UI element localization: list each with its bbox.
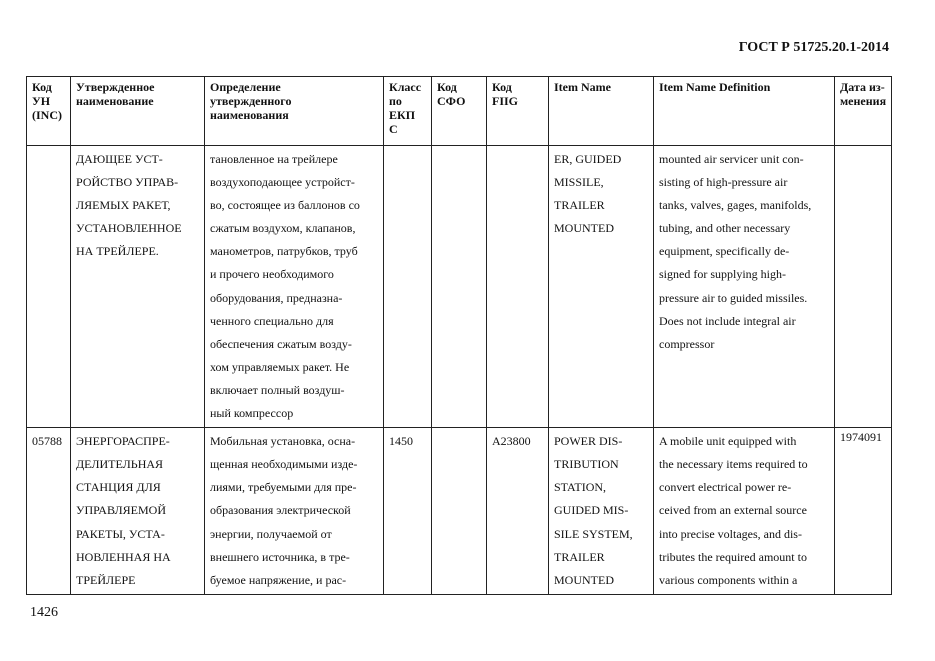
header-item-name xyxy=(549,77,654,146)
text-line: ДЕЛИТЕЛЬНАЯ xyxy=(76,457,164,472)
text-line: A mobile unit equipped with xyxy=(659,434,797,449)
header-approved-name xyxy=(71,77,205,146)
text-line: into precise voltages, and dis- xyxy=(659,526,802,541)
text-line: оборудования, предназна- xyxy=(210,290,343,305)
header-item-definition xyxy=(654,77,835,146)
text-line: ER, GUIDED xyxy=(554,152,622,166)
cell-item-definition xyxy=(654,146,835,428)
document-code: ГОСТ Р 51725.20.1-2014 xyxy=(738,40,889,55)
header-inc xyxy=(27,77,71,146)
data-table xyxy=(26,76,892,595)
text-line: НОВЛЕННАЯ НА xyxy=(76,549,171,564)
text-line: буемое напряжение, и рас- xyxy=(210,572,347,587)
text-line: MOUNTED xyxy=(554,221,614,236)
text-line: тановленное на трейлере xyxy=(210,152,338,166)
text-line: и прочего необходимого xyxy=(210,267,334,282)
text-line: MISSILE, xyxy=(554,175,604,190)
text-line: ный компрессор xyxy=(210,406,294,421)
cell-approved-definition xyxy=(205,146,384,428)
text-line: ЛЯЕМЫХ РАКЕТ, xyxy=(76,198,171,213)
text-line: ЭНЕРГОРАСПРЕ- xyxy=(76,434,170,449)
text-line: СТАНЦИЯ ДЛЯ xyxy=(76,480,161,495)
cell-class: 1450 xyxy=(384,428,432,595)
text-line: signed for supplying high- xyxy=(659,267,786,282)
cell-change-date: 1974091 xyxy=(835,428,892,595)
text-line: УСТАНОВЛЕННОЕ xyxy=(76,221,182,236)
text-line: tanks, valves, gages, manifolds, xyxy=(659,198,812,213)
cell-fiig: A23800 xyxy=(487,428,549,595)
page-number: 1426 xyxy=(30,605,58,620)
cell-class xyxy=(384,146,432,428)
text-line: Определение xyxy=(210,80,281,94)
text-line: STATION, xyxy=(554,480,607,495)
text-line: ceived from an external source xyxy=(659,503,807,518)
cell-inc xyxy=(27,146,71,428)
text-line: ЕКП xyxy=(389,108,416,122)
text-line: утвержденного xyxy=(210,94,292,108)
text-line: mounted air servicer unit con- xyxy=(659,152,804,166)
text-line: образования электрической xyxy=(210,503,351,518)
text-line: СФО xyxy=(437,94,466,108)
text-line: Утвержденное xyxy=(76,80,155,94)
cell-sfo xyxy=(432,428,487,595)
text-line: наименование xyxy=(76,94,154,108)
table-row xyxy=(27,428,892,595)
text-line: (INC) xyxy=(32,108,62,122)
cell-approved-name xyxy=(71,428,205,595)
text-line: щенная необходимыми изде- xyxy=(210,457,358,472)
cell-item-name xyxy=(549,146,654,428)
text-line: FIIG xyxy=(492,94,519,108)
text-line: pressure air to guided missiles. xyxy=(659,290,808,305)
text-line: НА ТРЕЙЛЕРЕ. xyxy=(76,244,159,259)
cell-change-date xyxy=(835,146,892,428)
text-line: tributes the required amount to xyxy=(659,549,807,564)
text-line: Мобильная установка, осна- xyxy=(210,434,356,449)
cell-item-name xyxy=(549,428,654,595)
text-line: наименования xyxy=(210,108,289,122)
header-approved-definition xyxy=(205,77,384,146)
text-line: SILE SYSTEM, xyxy=(554,526,633,541)
text-line: ДАЮЩЕЕ УСТ- xyxy=(76,152,163,166)
text-line: сжатым воздухом, клапанов, xyxy=(210,221,356,236)
text-line: воздухоподающее устройст- xyxy=(210,175,355,190)
text-line: энергии, получаемой от xyxy=(210,526,332,541)
text-line: the necessary items required to xyxy=(659,457,808,472)
cell-sfo xyxy=(432,146,487,428)
text-line: по xyxy=(389,94,402,108)
text-line: tubing, and other necessary xyxy=(659,221,791,236)
cell-approved-definition xyxy=(205,428,384,595)
header-class-ekps xyxy=(384,77,432,146)
text-line: POWER DIS- xyxy=(554,434,623,449)
header-code-sfo xyxy=(432,77,487,146)
text-line: Код xyxy=(492,80,512,94)
text-line: TRAILER xyxy=(554,549,605,564)
text-line: хом управляемых ракет. Не xyxy=(210,359,350,374)
text-line: ТРЕЙЛЕРЕ xyxy=(76,572,136,587)
text-line: various components within a xyxy=(659,572,798,587)
text-line: Код xyxy=(437,80,457,94)
text-line: TRIBUTION xyxy=(554,457,619,472)
header-change-date xyxy=(835,77,892,146)
text-line: С xyxy=(389,122,398,136)
cell-item-definition xyxy=(654,428,835,595)
text-line: во, состоящее из баллонов со xyxy=(210,198,360,213)
cell-approved-name xyxy=(71,146,205,428)
text-line: менения xyxy=(840,94,887,108)
text-line: Код xyxy=(32,80,52,94)
text-line: TRAILER xyxy=(554,198,605,213)
text-line: РОЙСТВО УПРАВ- xyxy=(76,175,179,190)
text-line: compressor xyxy=(659,336,715,351)
header-row xyxy=(27,77,892,146)
text-line: Дата из- xyxy=(840,80,885,94)
text-line: Класс xyxy=(389,80,422,94)
text-line: УПРАВЛЯЕМОЙ xyxy=(76,503,166,518)
text-line: внешнего источника, в тре- xyxy=(210,549,350,564)
text-line: УН xyxy=(32,94,51,108)
text-line: включает полный воздуш- xyxy=(210,382,345,397)
table-row xyxy=(27,146,892,428)
text-line: манометров, патрубков, труб xyxy=(210,244,358,259)
text-line: equipment, specifically de- xyxy=(659,244,790,259)
cell-inc: 05788 xyxy=(27,428,71,595)
text-line: ченного специально для xyxy=(210,313,334,328)
text-line: Item Name Definition xyxy=(659,80,771,94)
text-line: GUIDED MIS- xyxy=(554,503,629,518)
text-line: sisting of high-pressure air xyxy=(659,175,788,190)
header-code-fiig xyxy=(487,77,549,146)
text-line: Does not include integral air xyxy=(659,313,796,328)
text-line: convert electrical power re- xyxy=(659,480,792,495)
cell-fiig xyxy=(487,146,549,428)
text-line: обеспечения сжатым возду- xyxy=(210,336,352,351)
text-line: MOUNTED xyxy=(554,572,614,587)
text-line: РАКЕТЫ, УСТА- xyxy=(76,526,165,541)
text-line: лиями, требуемыми для пре- xyxy=(210,480,357,495)
text-line: Item Name xyxy=(554,80,611,94)
